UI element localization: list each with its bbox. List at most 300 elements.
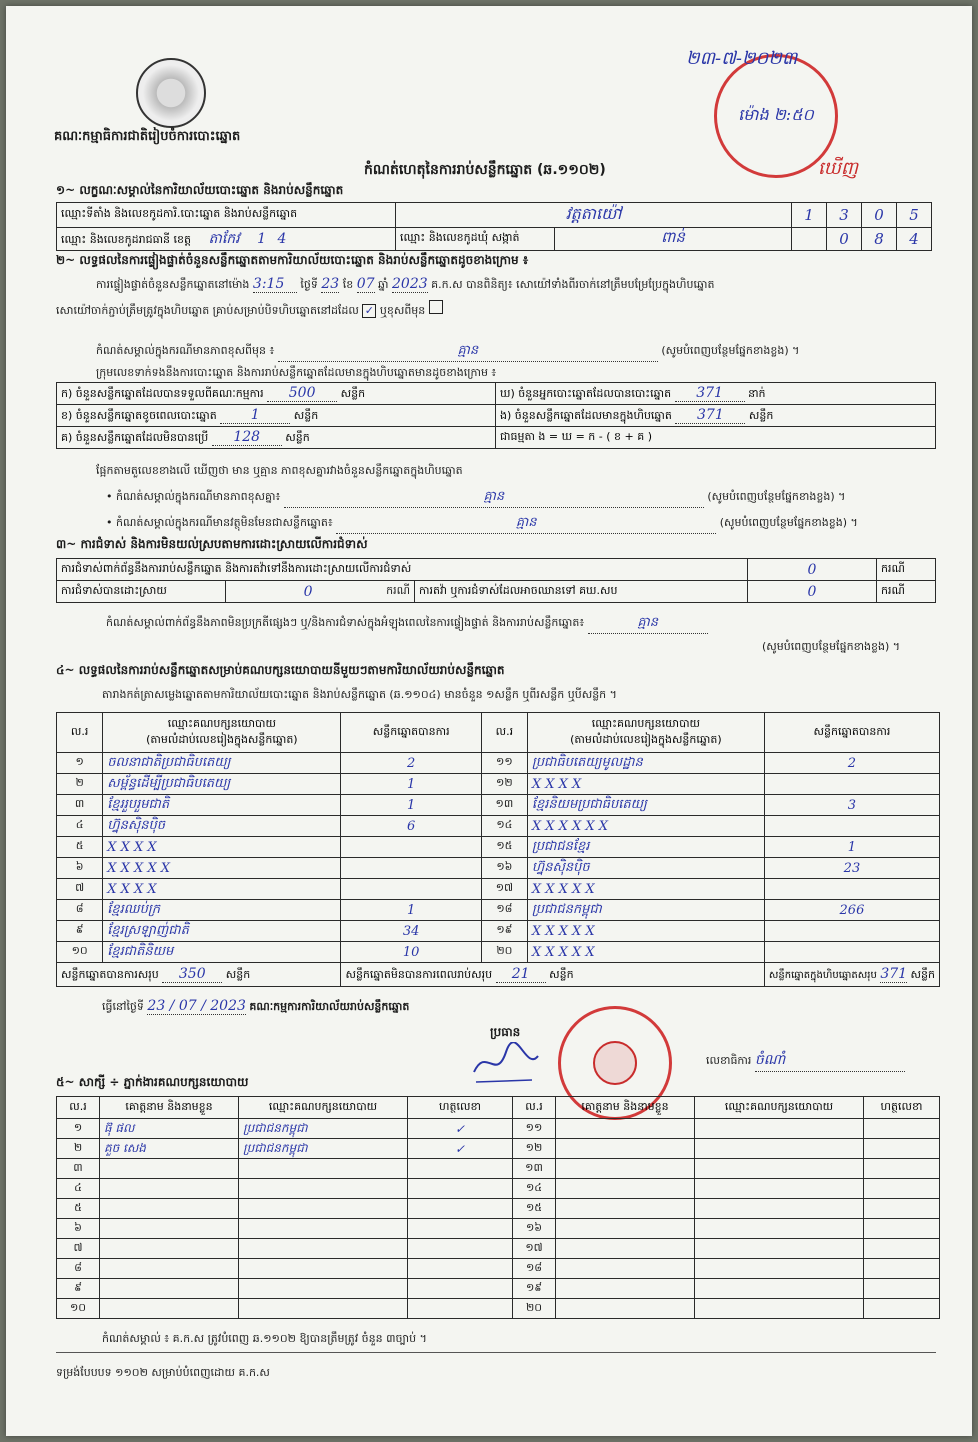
s5-row-sign [864,1199,940,1219]
s5-row-sign [864,1159,940,1179]
s2-para2-yes: ឬខុសពីមុន [379,304,426,317]
s4-total-invalid [341,963,764,987]
s4-row-votes [341,837,481,858]
s5-row-name [100,1179,239,1199]
s4-col-party-text-2: ឈ្មោះគណបក្សនយោបាយ [591,716,701,730]
s4-row-no: ៣ [57,795,103,816]
s2-row1-label [57,383,496,405]
table-row [57,795,940,816]
s1-row2-code2-3: 4 [897,228,932,251]
table-row [57,1159,940,1179]
s1-row2-blank [792,228,827,251]
s5-row-name [556,1199,695,1219]
s4-total-box-unit: សន្លឹក [910,967,935,981]
s4-committee: គណៈកម្មការការិយាល័យរាប់សន្លឹកឆ្នោត [249,1000,410,1013]
s3-row1-value: 0 [748,559,877,581]
s5-row-sign [864,1259,940,1279]
s2-row3-label-text: គ) ចំនួនសន្លឹកឆ្នោតដែលមិនបានប្រើ [61,430,209,444]
s5-row-party: ប្រជាជនកម្ពុជា [239,1139,408,1159]
s4-row-no: ១៨ [481,900,527,921]
s5-row-name [556,1139,695,1159]
s1-code-3: 0 [862,203,897,228]
s2-row2-label [57,405,496,427]
s4-row-votes: 6 [341,816,481,837]
s4-body [57,753,940,963]
s5-col-party-2: ឈ្មោះគណបក្សនយោបាយ [695,1097,864,1119]
s2-row1-value: 500 [267,385,337,402]
table-row [57,1179,940,1199]
s4-row-party: X X X X X X [527,816,764,837]
section2-heading: ២~ លទ្ធផលនៃការផ្ទៀងផ្ទាត់ចំនួនសន្លឹកឆ្នោតតាមការិយាល័យបោះឆ្នោត និងរាប់សន្លឹកឆ្នោតដូចខាងក្រោម ៖ [56,253,529,267]
s5-row-party [239,1179,408,1199]
s3-row1-label: ការជំទាស់ពាក់ព័ន្ធនឹងការរាប់សន្លឹកឆ្នោត និងការតវ៉ាទៅនឹងការដោះស្រាយលើការជំទាស់ [57,559,748,581]
s2-para1-tail: គ.ក.ស បានពិនិត្យ៖ សោយ៉ៅទាំងពីរចាក់នៅត្រឹមបម្រែប្រែក្នុងហិបឆ្នោត [431,278,715,291]
footer-divider [56,1352,936,1353]
s5-table [56,1096,940,1319]
s4-total-box-label: សន្លឹកឆ្នោតក្នុងហិបឆ្នោតសរុប [768,969,877,981]
s1-row2-code-1: 1 [257,230,267,247]
s5-row-no: ១៣ [513,1159,556,1179]
s4-col-votes-2: សន្លឹកឆ្នោតបានការ [764,713,939,753]
s5-col-name: គោត្តនាម និងនាមខ្លួន [100,1097,239,1119]
s2-bullet1 [106,488,845,508]
s2-bullet2-value: គ្មាន [336,514,716,534]
section3-heading: ៣~ ការជំទាស់ និងការមិនយល់ស្របតាមការដោះស្រាយលើការជំទាស់ [56,537,368,551]
s4-secretary-label: លេខាធិការ [706,1054,752,1067]
s4-chair: ប្រធាន [490,1025,521,1039]
s2-row1-label2-text: ឃ) ចំនួនអ្នកបោះឆ្នោតដែលបានបោះឆ្នោត [500,386,672,400]
s5-row-party [695,1279,864,1299]
table-row [57,942,940,963]
s2-month: 07 [356,276,375,292]
s4-row-party: X X X X [103,879,341,900]
s5-row-no: ៤ [57,1179,100,1199]
s2-row1-label-text: ក) ចំនួនសន្លឹកឆ្នោតដែលបានទទួលពីគណៈកម្មការ [61,386,264,400]
s4-row-votes [764,879,939,900]
s2-bullet2 [106,514,858,534]
s2-month-label: ខែ [342,278,354,291]
s5-row-sign: ✓ [408,1139,513,1159]
s2-row2-label2 [496,405,936,427]
s4-row-votes: 3 [764,795,939,816]
s5-row-name [100,1199,239,1219]
s4-row-no: ១៧ [481,879,527,900]
s5-row-party [695,1299,864,1319]
table-row [57,1119,940,1139]
s2-row3-value: 128 [212,429,282,446]
s1-row2-label: ឈ្មោះ និងលេខកូដរាជធានី ខេត្ត [61,232,191,246]
s4-total-box [764,963,939,987]
s2-time: 3:15 [253,276,297,293]
s5-row-name [556,1119,695,1139]
s4-secretary-sign: ចំណាំ [755,1050,905,1072]
s4-col-party-sub: (តាមលំដាប់លេខរៀងក្នុងសន្លឹកឆ្នោត) [146,732,298,746]
s2-row1-value2: 371 [675,385,745,402]
s2-bullet1-label: • កំណត់សម្គាល់ក្នុងករណីមានភាពខុសគ្នា៖ [106,490,281,503]
table-row [57,900,940,921]
s5-row-sign [864,1239,940,1259]
s4-row-votes: 1 [341,900,481,921]
s5-row-sign [864,1139,940,1159]
s4-total-valid-value: 350 [162,966,222,983]
s4-row-party: X X X X X [527,921,764,942]
s4-row-party: ប្រជាជនខ្មែរ [527,837,764,858]
s5-col-party: ឈ្មោះគណបក្សនយោបាយ [239,1097,408,1119]
s5-row-sign [408,1179,513,1199]
s5-row-no: ១៦ [513,1219,556,1239]
s2-row1-label2 [496,383,936,405]
s4-row-no: ១៥ [481,837,527,858]
section1-table [56,202,932,251]
s1-row2-value: តាកែវ [208,230,240,247]
s5-row-no: ៨ [57,1259,100,1279]
document-page [6,6,972,1436]
s3-row1-unit: ករណី [877,559,936,581]
s5-row-party [695,1139,864,1159]
s2-bullet1-hint: (សូមបំពេញបន្ថែមផ្នែកខាងខ្លង) ។ [707,490,846,503]
s4-row-no: ១២ [481,774,527,795]
s1-row2 [57,228,396,251]
s5-row-party [695,1119,864,1139]
s1-code-1: 1 [792,203,827,228]
s5-row-name [100,1279,239,1299]
table-row [57,1239,940,1259]
s3-row2b-label: ការតវ៉ា ឬការជំទាស់ដែលអាចឈានទៅ គឃ.សប [415,581,748,603]
s4-row-votes: 1 [341,774,481,795]
s5-row-party [239,1219,408,1239]
s5-row-name [100,1219,239,1239]
s2-row3-unit: សន្លឹក [285,430,310,444]
s2-day-label: ថ្ងៃទី [300,278,318,291]
s1-code-2: 3 [827,203,862,228]
s5-row-party [239,1299,408,1319]
s4-row-no: ៩ [57,921,103,942]
s5-row-party [695,1199,864,1219]
table-row [57,1139,940,1159]
s4-date-value: 23 / 07 / 2023 [147,998,246,1014]
s2-bullet2-label: • កំណត់សម្គាល់ក្នុងករណីមានវត្ថុមិនមែនជាសន្លឹកឆ្នោត៖ [106,516,333,529]
s1-row2-value2: ពាន់ [555,228,792,251]
table-row [57,774,940,795]
s5-row-no: ៦ [57,1219,100,1239]
s2-bullet2-hint: (សូមបំពេញបន្ថែមផ្នែកខាងខ្លង) ។ [719,516,858,529]
table-row [57,1279,940,1299]
s4-total-valid-label: សន្លឹកឆ្នោតបានការសរុប [61,967,159,981]
s3-hint: (សូមបំពេញបន្ថែមផ្នែកខាងខ្លង) ។ [762,640,901,653]
s5-row-sign [408,1159,513,1179]
s5-row-name [100,1259,239,1279]
s3-table [56,558,936,603]
s4-row-party: ចលនាជាតិប្រជាធិបតេយ្យ [103,753,341,774]
s4-col-no-2: ល.រ [481,713,527,753]
s2-note-label: កំណត់សម្គាល់ក្នុងករណីមានភាពខុសពីមុន ៖ [96,344,275,357]
s5-row-sign [864,1179,940,1199]
stamp-emblem [593,1041,637,1085]
s4-total-invalid-value: 21 [496,966,546,983]
s2-row1-unit: សន្លឹក [340,386,366,400]
chair-signature [466,1042,546,1086]
s5-row-party [695,1219,864,1239]
s5-row-sign: ✓ [408,1119,513,1139]
s2-para1-label: ការផ្ទៀងផ្ទាត់ចំនួនសន្លឹកឆ្នោតនៅម៉ោង [96,278,250,291]
s4-secretary [706,1050,905,1072]
s4-row-no: ៦ [57,858,103,879]
section1-heading: ១~ លក្ខណៈសម្គាល់នៃការិយាល័យបោះឆ្នោត និងរាប់សន្លឹកឆ្នោត [56,183,344,197]
corner-date: ២៣-៧-២០២៣ [686,48,798,69]
s5-col-no-2: ល.រ [513,1097,556,1119]
s4-date-line [102,998,409,1016]
s3-note-value: គ្មាន [588,614,708,634]
s1-row2-code2-1: 0 [827,228,862,251]
s2-year-label: ឆ្នាំ [378,278,389,291]
s4-col-party-sub-2: (តាមលំដាប់លេខរៀងក្នុងសន្លឹកឆ្នោត) [570,732,722,746]
s2-note-value: គ្មាន [278,342,658,362]
s4-row-votes: 10 [341,942,481,963]
s5-row-no: ២ [57,1139,100,1159]
s5-row-name [100,1239,239,1259]
s5-row-name [100,1299,239,1319]
table-row [57,879,940,900]
s5-row-no: ៥ [57,1199,100,1219]
s4-row-no: ២០ [481,942,527,963]
s2-para2-text: សោយ៉ៅចាក់ភ្ជាប់ត្រឹមត្រូវក្នុងហិបឆ្នោត គ្រាប់សម្រាប់បិទហិបឆ្នោតនៅដដែល [56,304,359,317]
s4-row-no: ១១ [481,753,527,774]
s4-row-votes: 266 [764,900,939,921]
s2-note-hint: (សូមបំពេញបន្ថែមផ្នែកខាងខ្លង) ។ [661,344,800,357]
s4-row-votes: 2 [764,753,939,774]
s2-checkbox-same[interactable]: ✓ [362,304,376,318]
s2-row3-label2: ជាធម្មតា ង = ឃ = ក - ( ខ + គ ) [496,427,936,449]
s4-row-party: ខ្មែរស្រឡាញ់ជាតិ [103,921,341,942]
s1-row2-label2: ឈ្មោះ និងលេខកូដឃុំ សង្កាត់ [396,228,555,251]
s4-total-box-value: 371 [880,965,908,982]
s5-row-party [695,1239,864,1259]
s1-row2-code2-2: 8 [862,228,897,251]
s4-row-votes: 23 [764,858,939,879]
s3-row2a-value [226,581,415,603]
s5-row-party [239,1239,408,1259]
s4-row-no: ៨ [57,900,103,921]
table-row [57,837,940,858]
s2-row2-unit: សន្លឹក [293,408,319,422]
s4-row-no: ១៩ [481,921,527,942]
s5-row-name: គួច សេង [100,1139,239,1159]
s1-code-4: 5 [897,203,932,228]
s5-row-no: ១១ [513,1119,556,1139]
s2-day: 23 [321,276,340,292]
s4-row-votes: 34 [341,921,481,942]
org-name: គណៈកម្មាធិការជាតិរៀបចំការបោះឆ្នោត [54,129,241,144]
s2-para1 [96,276,714,294]
s4-total-invalid-unit: សន្លឹក [549,967,574,981]
s5-row-sign [864,1219,940,1239]
s5-row-no: ១៧ [513,1239,556,1259]
s1-row1-value: វត្តតាយ៉ៅ [396,203,792,228]
s2-row2-label-text: ខ) ចំនួនសន្លឹកឆ្នោតខូចពេលបោះឆ្នោត [61,408,217,422]
corner-handwritten-1: ម៉ោង ២:៥០ [738,105,814,124]
s4-row-votes [341,879,481,900]
s5-row-sign [864,1119,940,1139]
s4-row-votes [764,774,939,795]
corner-note: ឃើញ [818,158,858,179]
s5-row-name [100,1159,239,1179]
s4-row-party: ខ្មែររួបរួមជាតិ [103,795,341,816]
s5-row-no: ១៤ [513,1179,556,1199]
form-title: កំណត់ហេតុនៃការរាប់សន្លឹកឆ្នោត (ឆ.១១០២) [364,162,606,178]
s5-row-no: ២០ [513,1299,556,1319]
table-row [57,858,940,879]
s5-row-sign [864,1299,940,1319]
s5-row-sign [408,1299,513,1319]
s3-row2a-value-text: 0 [303,583,313,600]
s2-table [56,382,936,449]
s4-row-no: ១០ [57,942,103,963]
s4-row-no: ១ [57,753,103,774]
s5-row-no: ៧ [57,1239,100,1259]
s5-row-name [556,1179,695,1199]
s4-row-votes [764,921,939,942]
s4-row-party: ហ្វ៊ុនស៊ិនប៉ិច [527,858,764,879]
table-row [57,1199,940,1219]
s4-intro: តារាងកត់ត្រាសម្លេងឆ្នោតតាមការិយាល័យបោះឆ្នោត និងរាប់សន្លឹកឆ្នោត (ឆ.១១០៤) មានចំនួន ១សន្លឹក ឬពីរសន្លឹក ឬបីសន្លឹក ។ [102,688,617,701]
s5-row-name [556,1239,695,1259]
s5-row-sign [408,1219,513,1239]
s4-row-no: ១៦ [481,858,527,879]
org-emblem [136,58,206,128]
s5-row-no: ១៨ [513,1259,556,1279]
table-row [57,1219,940,1239]
s4-row-no: ៥ [57,837,103,858]
s2-row2-unit2: សន្លឹក [748,408,774,422]
s5-row-name [556,1159,695,1179]
table-row [57,921,940,942]
s3-row2a-unit: ករណី [386,583,410,597]
s5-col-sign-2: ហត្ថលេខា [864,1097,940,1119]
table-row [57,816,940,837]
s4-row-party: X X X X X [527,942,764,963]
s1-row1-label: ឈ្មោះទីតាំង និងលេខកូដការិ.បោះឆ្នោត និងរាប់សន្លឹកឆ្នោត [57,203,396,228]
s3-row2b-unit: ករណី [877,581,936,603]
s5-row-party [239,1259,408,1279]
s5-row-name [556,1279,695,1299]
s3-note [106,614,708,634]
table-row [57,1299,940,1319]
s4-date-label: ធ្វើនៅថ្ងៃទី [102,1000,144,1013]
s2-check-line: ផ្អែកតាមតួលេខខាងលើ ឃើញថា មាន ឬគ្មាន ភាពខុសគ្នារវាងចំនួនសន្លឹកឆ្នោតក្នុងហិបឆ្នោត [96,464,463,477]
s2-row2-value: 1 [220,407,290,424]
s5-row-no: ១២ [513,1139,556,1159]
s4-row-party: ខ្មែរជាតិនិយម [103,942,341,963]
s5-row-no: ១៥ [513,1199,556,1219]
s4-row-votes: 1 [764,837,939,858]
s5-col-no: ល.រ [57,1097,100,1119]
s2-checkbox-diff[interactable] [429,300,443,314]
s5-row-sign [408,1199,513,1219]
s4-row-votes [764,816,939,837]
s5-row-sign [864,1279,940,1299]
s5-col-name-2: គោត្តនាម និងនាមខ្លួន [556,1097,695,1119]
chair-signature-svg [466,1042,546,1086]
s5-row-no: ១ [57,1119,100,1139]
s5-row-party [239,1199,408,1219]
s4-col-party-text: ឈ្មោះគណបក្សនយោបាយ [167,716,276,730]
s2-note [96,342,932,362]
s4-row-no: ៧ [57,879,103,900]
s5-row-party [695,1179,864,1199]
s4-row-no: ១៣ [481,795,527,816]
s2-bullet1-value: គ្មាន [284,488,704,508]
s1-row2-code-2: 4 [277,230,287,247]
s5-row-sign [408,1279,513,1299]
s4-row-party: X X X X X [103,858,341,879]
s4-row-no: ១៤ [481,816,527,837]
s4-row-votes [764,942,939,963]
section5-heading: ៥~ សាក្សី ÷ ភ្នាក់ងារគណបក្សនយោបាយ [56,1075,249,1089]
s4-row-party: ហ្វ៊ុនស៊ិនប៉ិច [103,816,341,837]
s2-para2 [56,300,443,320]
s5-row-no: ៣ [57,1159,100,1179]
s4-row-no: ២ [57,774,103,795]
s4-row-party: ប្រជាធិបតេយ្យមូលដ្ឋាន [527,753,764,774]
s5-row-party: ប្រជាជនកម្ពុជា [239,1119,408,1139]
s4-row-no: ៤ [57,816,103,837]
s4-row-votes [341,858,481,879]
section4-heading: ៤~ លទ្ធផលនៃការរាប់សន្លឹកឆ្នោតសម្រាប់គណបក្សនយោបាយនីមួយៗតាមការិយាល័យរាប់សន្លឹកឆ្នោត [56,663,505,677]
s3-row2b-value: 0 [748,581,877,603]
s2-row1-unit2: នាក់ [748,386,766,400]
s5-row-name [556,1299,695,1319]
s4-table [56,712,940,987]
s5-row-name [556,1219,695,1239]
s2-row2-label2-text: ង) ចំនួនសន្លឹកឆ្នោតដែលមានក្នុងហិបឆ្នោត [500,408,672,422]
s4-row-votes: 2 [341,753,481,774]
s5-col-sign: ហត្ថលេខា [408,1097,513,1119]
s3-row2a-label: ការជំទាស់បានដោះស្រាយ [57,581,226,603]
s4-row-votes: 1 [341,795,481,816]
s5-row-sign [408,1259,513,1279]
s5-row-party [695,1259,864,1279]
s4-row-party: X X X X [527,774,764,795]
s5-row-no: ៩ [57,1279,100,1299]
s4-row-party: ខ្មែរនិយមប្រជាធិបតេយ្យ [527,795,764,816]
s4-total-invalid-label: សន្លឹកឆ្នោតមិនបានការពេលរាប់សរុប [345,967,493,981]
s5-row-name [556,1259,695,1279]
s2-row3-label [57,427,496,449]
s5-row-sign [408,1239,513,1259]
s3-note-label: កំណត់សម្គាល់ពាក់ព័ន្ធនឹងភាពមិនប្រក្រតីផ្សេងៗ ឬ/និងការជំទាស់ក្នុងអំឡុងពេលនៃការផ្ទៀងផ្ទាត់ និងការរាប់សន្លឹកឆ្នោត៖ [106,616,585,629]
s4-row-party: ប្រជាជនកម្ពុជា [527,900,764,921]
s4-row-party: X X X X [103,837,341,858]
s5-footer-note: កំណត់សម្គាល់ ៖ គ.ក.ស ត្រូវបំពេញ ឆ.១១០២ ឱ្យបានត្រឹមត្រូវ ចំនួន ៣ច្បាប់ ។ [102,1332,427,1345]
s2-intro: ក្រុមលេខទាក់ទងនឹងការបោះឆ្នោត និងការរាប់សន្លឹកឆ្នោតដែលមានក្នុងហិបឆ្នោតមានដូចខាងក្រោម ៖ [96,366,497,379]
s5-row-party [695,1159,864,1179]
s4-col-no: ល.រ [57,713,103,753]
s4-col-party [103,713,341,753]
s5-row-no: ១០ [57,1299,100,1319]
s4-row-party: ខ្មែរឈប់ក្រ [103,900,341,921]
s2-row2-value2: 371 [675,407,745,424]
s4-total-valid [57,963,341,987]
table-row [57,1259,940,1279]
s5-row-party [239,1279,408,1299]
s5-row-no: ១៩ [513,1279,556,1299]
s4-col-votes: សន្លឹកឆ្នោតបានការ [341,713,481,753]
s4-col-party-2 [527,713,764,753]
table-row [57,753,940,774]
s4-row-party: សម្ព័ន្ធដើម្បីប្រជាធិបតេយ្យ [103,774,341,795]
s4-total-valid-unit: សន្លឹក [225,967,251,981]
s4-row-party: X X X X X [527,879,764,900]
